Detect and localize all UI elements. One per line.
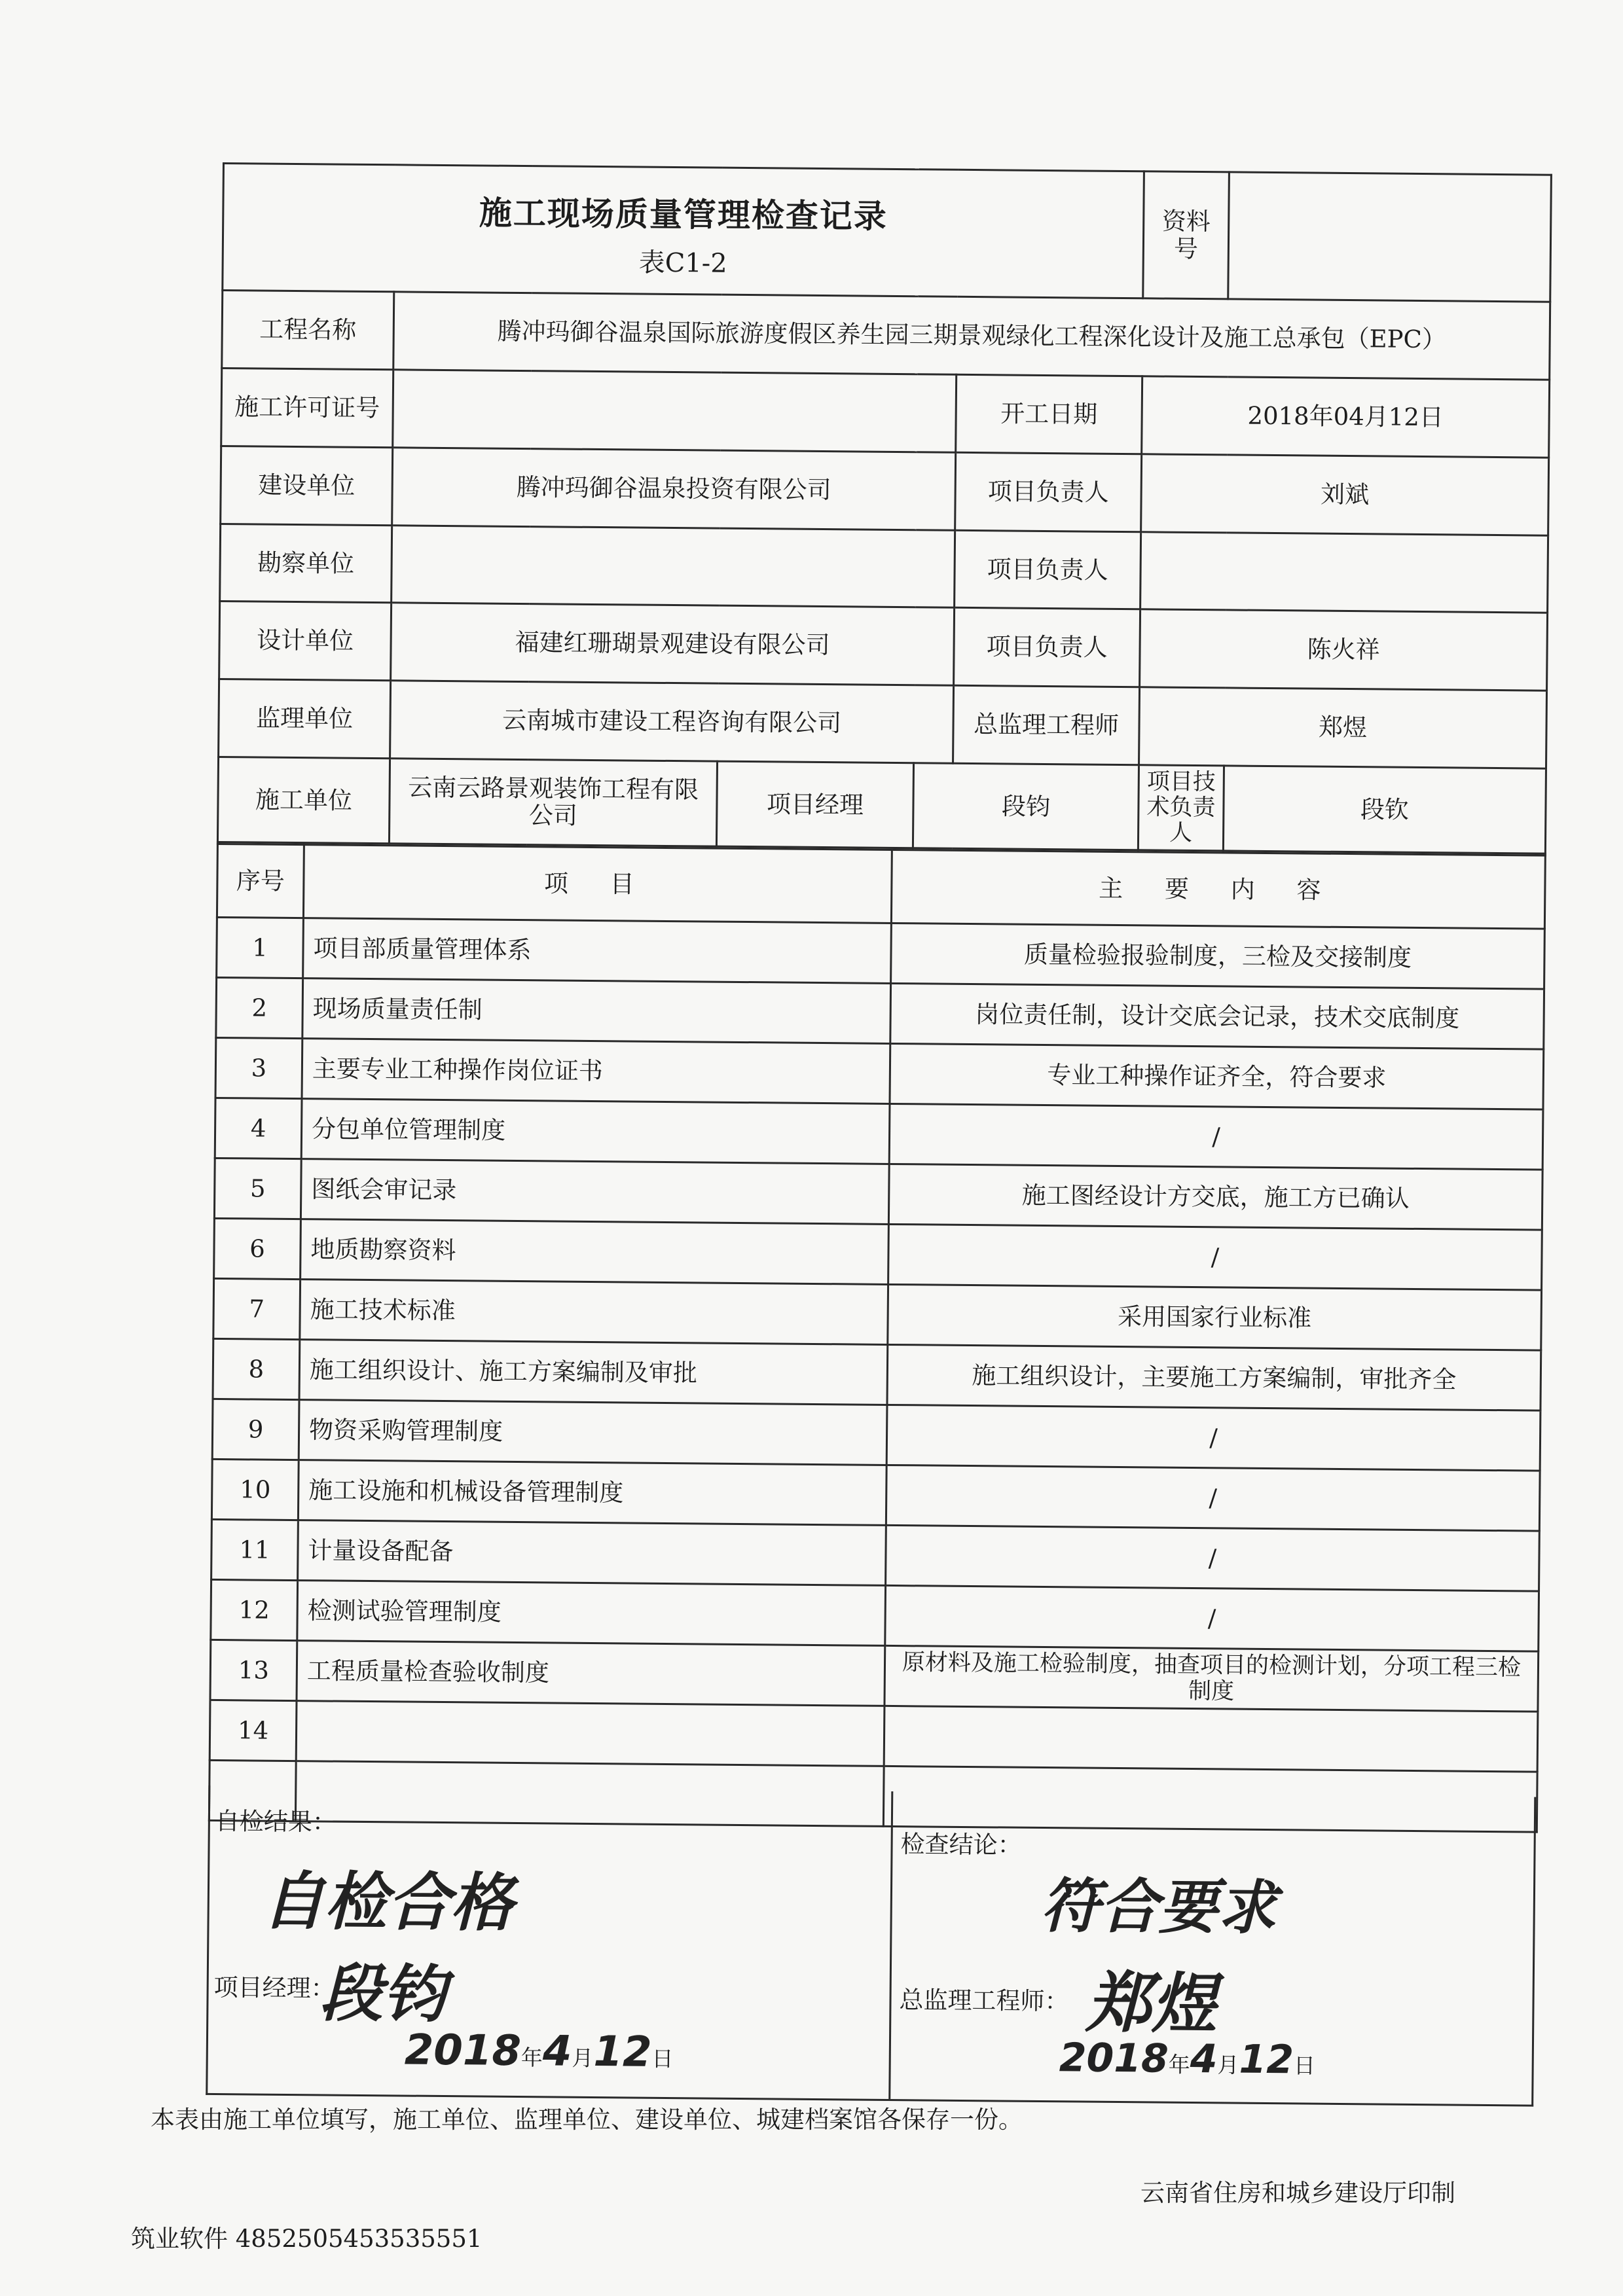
item-content: / xyxy=(888,1224,1542,1290)
pm-signature: 段钧 xyxy=(319,1956,447,2032)
title-cell xyxy=(223,164,1144,299)
item-name: 项目部质量管理体系 xyxy=(303,918,892,984)
item-content: / xyxy=(885,1585,1539,1651)
person-label: 总监理工程师 xyxy=(953,685,1140,764)
col-content-header: 主 要 内 容 xyxy=(891,850,1545,929)
item-no: 14 xyxy=(210,1700,297,1761)
item-name: 主要专业工种操作岗位证书 xyxy=(302,1039,890,1104)
table-row xyxy=(211,1519,1540,1591)
date-day: 12 xyxy=(1239,2036,1294,2083)
item-content: / xyxy=(886,1525,1540,1591)
person-value: 陈火祥 xyxy=(1140,609,1548,691)
start-date-label: 开工日期 xyxy=(956,374,1142,454)
date-month-char: 月 xyxy=(572,2045,594,2072)
item-no: 6 xyxy=(214,1218,301,1279)
date-year: 2018 xyxy=(1059,2035,1169,2082)
person-label: 项目负责人 xyxy=(955,452,1142,531)
item-no: 11 xyxy=(211,1519,299,1580)
project-name-label: 工程名称 xyxy=(222,291,394,370)
inspection-handwritten: 符合要求 xyxy=(1040,1872,1277,1943)
table-row xyxy=(211,1579,1539,1651)
item-name: 施工设施和机械设备管理制度 xyxy=(298,1460,886,1526)
table-row xyxy=(215,1037,1544,1109)
header-table xyxy=(217,162,1552,855)
item-content: 施工图经设计方交底，施工方已确认 xyxy=(888,1164,1542,1230)
table-row xyxy=(212,1399,1541,1471)
item-name: 计量设备配备 xyxy=(298,1520,886,1586)
unit-label: 建设单位 xyxy=(221,446,393,525)
item-name: 地质勘察资料 xyxy=(301,1219,889,1285)
item-name xyxy=(296,1701,884,1767)
unit-label: 勘察单位 xyxy=(220,524,392,603)
item-content: 原材料及施工检验制度，抽查项目的检测计划，分项工程三检制度 xyxy=(884,1645,1539,1712)
date-day-char: 日 xyxy=(1293,2053,1316,2079)
unit-value: 福建红珊瑚景观建设有限公司 xyxy=(391,603,955,685)
doc-no-value xyxy=(1228,172,1552,302)
self-check-date xyxy=(405,2026,674,2077)
permit-value xyxy=(393,370,957,452)
table-row xyxy=(213,1278,1542,1350)
pm-signature-label: 项目经理： xyxy=(213,1973,335,2003)
col-no-header: 序号 xyxy=(217,844,304,918)
person-value xyxy=(1140,531,1548,613)
date-year-char: 年 xyxy=(1168,2051,1190,2078)
item-content: 岗位责任制，设计交底会记录，技术交底制度 xyxy=(890,983,1544,1049)
project-name-value: 腾冲玛御谷温泉国际旅游度假区养生园三期景观绿化工程深化设计及施工总承包（EPC） xyxy=(393,292,1550,380)
table-row xyxy=(213,1338,1541,1410)
results-section xyxy=(206,1785,1536,2107)
self-check-label: 自检结果： xyxy=(215,1807,337,1837)
table-row xyxy=(217,917,1545,989)
item-name: 图纸会审记录 xyxy=(301,1159,889,1225)
item-content: 专业工种操作证齐全，符合要求 xyxy=(890,1043,1544,1109)
item-content: 施工组织设计，主要施工方案编制，审批齐全 xyxy=(887,1344,1541,1410)
software-credit: 筑业软件 4852505453535551 xyxy=(131,2225,483,2253)
unit-value: 腾冲玛御谷温泉投资有限公司 xyxy=(392,448,956,530)
table-row xyxy=(216,977,1544,1049)
date-day-char: 日 xyxy=(651,2045,674,2072)
unit-label: 设计单位 xyxy=(219,601,392,681)
item-name: 现场质量责任制 xyxy=(302,978,891,1044)
item-no: 10 xyxy=(211,1459,299,1520)
date-year-char: 年 xyxy=(520,2045,543,2071)
inspection-form xyxy=(206,162,1550,2107)
item-name: 检测试验管理制度 xyxy=(297,1581,886,1646)
item-no: 5 xyxy=(214,1158,301,1219)
date-month: 4 xyxy=(1190,2036,1218,2083)
pm-label: 项目经理 xyxy=(716,761,913,848)
item-name: 工程质量检查验收制度 xyxy=(297,1641,885,1706)
item-no: 4 xyxy=(215,1098,302,1158)
item-no: 13 xyxy=(210,1640,297,1700)
item-no: 1 xyxy=(217,917,304,978)
item-no: 2 xyxy=(216,977,303,1038)
footer-note: 本表由施工单位填写，施工单位、监理单位、建设单位、城建档案馆各保存一份。 xyxy=(151,2106,1023,2134)
item-name: 施工组织设计、施工方案编制及审批 xyxy=(299,1340,888,1405)
table-row xyxy=(210,1640,1539,1712)
date-year: 2018 xyxy=(404,2026,522,2076)
supervisor-signature-label: 总监理工程师： xyxy=(899,1986,1069,2016)
table-row xyxy=(214,1218,1542,1290)
item-no: 3 xyxy=(215,1037,302,1098)
table-row xyxy=(211,1459,1540,1531)
supervisor-signature: 郑煜 xyxy=(1085,1964,1218,2043)
item-content: 采用国家行业标准 xyxy=(888,1284,1542,1350)
item-name: 分包单位管理制度 xyxy=(301,1099,890,1164)
date-month: 4 xyxy=(542,2027,572,2076)
item-content: / xyxy=(886,1405,1541,1471)
person-label: 项目负责人 xyxy=(954,608,1140,687)
form-title: 施工现场质量管理检查记录 xyxy=(479,193,888,236)
item-content: / xyxy=(886,1465,1540,1531)
permit-label: 施工许可证号 xyxy=(221,368,393,448)
item-content xyxy=(884,1706,1538,1772)
date-month-char: 月 xyxy=(1217,2052,1239,2078)
inspection-date xyxy=(1059,2035,1315,2083)
doc-no-label: 资料号 xyxy=(1143,171,1230,299)
date-day: 12 xyxy=(593,2028,652,2077)
item-no: 9 xyxy=(212,1399,299,1460)
tech-value: 段钦 xyxy=(1223,766,1546,853)
item-no: 8 xyxy=(213,1338,300,1399)
person-value: 刘斌 xyxy=(1141,454,1549,535)
item-no: 7 xyxy=(213,1278,301,1339)
item-name: 施工技术标准 xyxy=(300,1280,888,1345)
table-row xyxy=(214,1158,1542,1230)
table-row xyxy=(210,1700,1538,1772)
item-content: 质量检验报验制度，三检及交接制度 xyxy=(891,923,1545,989)
item-name: 物资采购管理制度 xyxy=(299,1400,887,1465)
pm-value: 段钧 xyxy=(913,763,1139,850)
unit-value: 云南城市建设工程咨询有限公司 xyxy=(390,681,954,763)
printer-credit: 云南省住房和城乡建设厅印制 xyxy=(1140,2179,1455,2207)
inspection-label: 检查结论： xyxy=(900,1830,1022,1859)
results-divider xyxy=(888,1791,893,2099)
table-row xyxy=(215,1098,1543,1170)
form-subtitle: 表C1-2 xyxy=(638,247,727,279)
contractor-label: 施工单位 xyxy=(217,757,390,843)
items-table xyxy=(208,843,1546,1833)
tech-label: 项目技术负责人 xyxy=(1138,765,1224,851)
unit-label: 监理单位 xyxy=(219,679,391,759)
person-label: 项目负责人 xyxy=(955,530,1141,609)
items-header-row xyxy=(217,844,1545,929)
item-no: 12 xyxy=(211,1579,298,1640)
start-date-value: 2018年04月12日 xyxy=(1142,376,1550,457)
unit-value xyxy=(392,525,955,607)
col-item-header: 项 目 xyxy=(303,845,892,924)
person-value: 郑煜 xyxy=(1139,687,1547,768)
self-check-handwritten: 自检合格 xyxy=(261,1864,514,1940)
item-content: / xyxy=(889,1103,1543,1170)
contractor-value: 云南云路景观装饰工程有限公司 xyxy=(389,759,717,847)
